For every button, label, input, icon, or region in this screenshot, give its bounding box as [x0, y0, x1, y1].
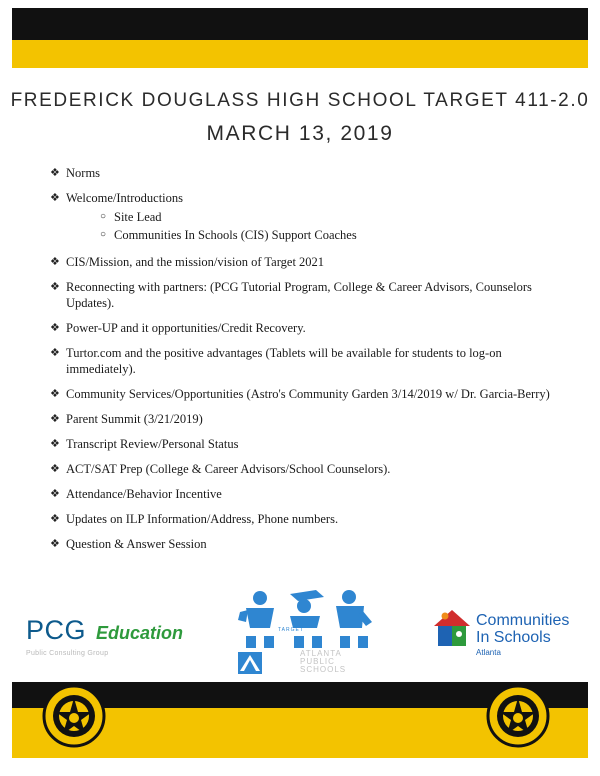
agenda-subitem	[100, 209, 550, 225]
school-seal-icon	[42, 684, 106, 748]
agenda-item	[50, 320, 550, 336]
communities-in-schools-logo	[430, 604, 570, 657]
house-figure-icon	[430, 604, 474, 650]
agenda-item	[50, 486, 550, 502]
header-yellow-band	[12, 40, 588, 68]
cis-logo-city: Atlanta	[476, 648, 501, 657]
header-black-band	[12, 8, 588, 40]
school-seal-icon	[486, 684, 550, 748]
agenda-item-text: Power-UP and it opportunities/Credit Recovery.	[66, 321, 306, 335]
agenda-sublist	[100, 209, 550, 243]
diamond-bullet-icon: ❖	[50, 538, 60, 550]
agenda-item	[50, 536, 550, 552]
agenda-item-text: Turtor.com and the positive advantages (Tablets will be available for students to log-on immediately).	[66, 346, 502, 376]
pcg-education-logo	[26, 615, 183, 657]
pcg-logo-mark: PCG	[26, 615, 87, 645]
diamond-bullet-icon: ❖	[50, 192, 60, 204]
cis-logo-text: Communities In Schools	[476, 612, 570, 646]
diamond-bullet-icon: ❖	[50, 388, 60, 400]
agenda-item-text: Welcome/Introductions	[66, 191, 184, 205]
agenda-item-text: ACT/SAT Prep (College & Career Advisors/School Counselors).	[66, 462, 391, 476]
agenda-item	[50, 165, 550, 181]
agenda-item-text: Community Services/Opportunities (Astro's Community Garden 3/14/2019 w/ Dr. Garcia-Berry)	[66, 387, 550, 401]
agenda-item	[50, 279, 550, 311]
agenda-subitem	[100, 227, 550, 243]
title-block	[0, 90, 600, 146]
agenda-item-text: Transcript Review/Personal Status	[66, 437, 239, 451]
aps-logo-text: ATLANTA PUBLIC SCHOOLS	[300, 649, 347, 674]
diamond-bullet-icon: ❖	[50, 281, 60, 293]
circle-bullet-icon: ○	[100, 229, 107, 240]
diamond-bullet-icon: ❖	[50, 322, 60, 334]
agenda-item	[50, 411, 550, 427]
agenda-item	[50, 511, 550, 527]
agenda-item-text: Reconnecting with partners: (PCG Tutorial Program, College & Career Advisors, Counselors Updates).	[66, 280, 532, 310]
agenda-item	[50, 436, 550, 452]
diamond-bullet-icon: ❖	[50, 413, 60, 425]
agenda-item	[50, 461, 550, 477]
agenda-item-text: Updates on ILP Information/Address, Phone numbers.	[66, 512, 339, 526]
agenda-subitem-text: Communities In Schools (CIS) Support Coaches	[114, 228, 357, 242]
event-date: MARCH 13, 2019	[206, 122, 394, 145]
agenda-item	[50, 345, 550, 377]
page-title: FREDERICK DOUGLASS HIGH SCHOOL TARGET 411-2.0	[10, 90, 590, 111]
agenda-item-text: Attendance/Behavior Incentive	[66, 487, 222, 501]
circle-bullet-icon: ○	[100, 211, 107, 222]
pcg-logo-word: Education	[96, 623, 184, 643]
agenda-list	[50, 165, 550, 561]
agenda-item	[50, 254, 550, 270]
agenda-item-text: Question & Answer Session	[66, 537, 207, 551]
agenda-item-text: CIS/Mission, and the mission/vision of Target 2021	[66, 255, 325, 269]
diamond-bullet-icon: ❖	[50, 488, 60, 500]
agenda-item-text: Parent Summit (3/21/2019)	[66, 412, 203, 426]
agenda-item-text: Norms	[66, 166, 101, 180]
pcg-logo-tagline: Public Consulting Group	[26, 650, 109, 657]
agenda-item	[50, 190, 550, 245]
diamond-bullet-icon: ❖	[50, 256, 60, 268]
diamond-bullet-icon: ❖	[50, 513, 60, 525]
diamond-bullet-icon: ❖	[50, 167, 60, 179]
target-banner-text: TARGET	[278, 627, 304, 633]
diamond-bullet-icon: ❖	[50, 438, 60, 450]
diamond-bullet-icon: ❖	[50, 463, 60, 475]
diamond-bullet-icon: ❖	[50, 347, 60, 359]
agenda-subitem-text: Site Lead	[114, 210, 162, 224]
agenda-item	[50, 386, 550, 402]
